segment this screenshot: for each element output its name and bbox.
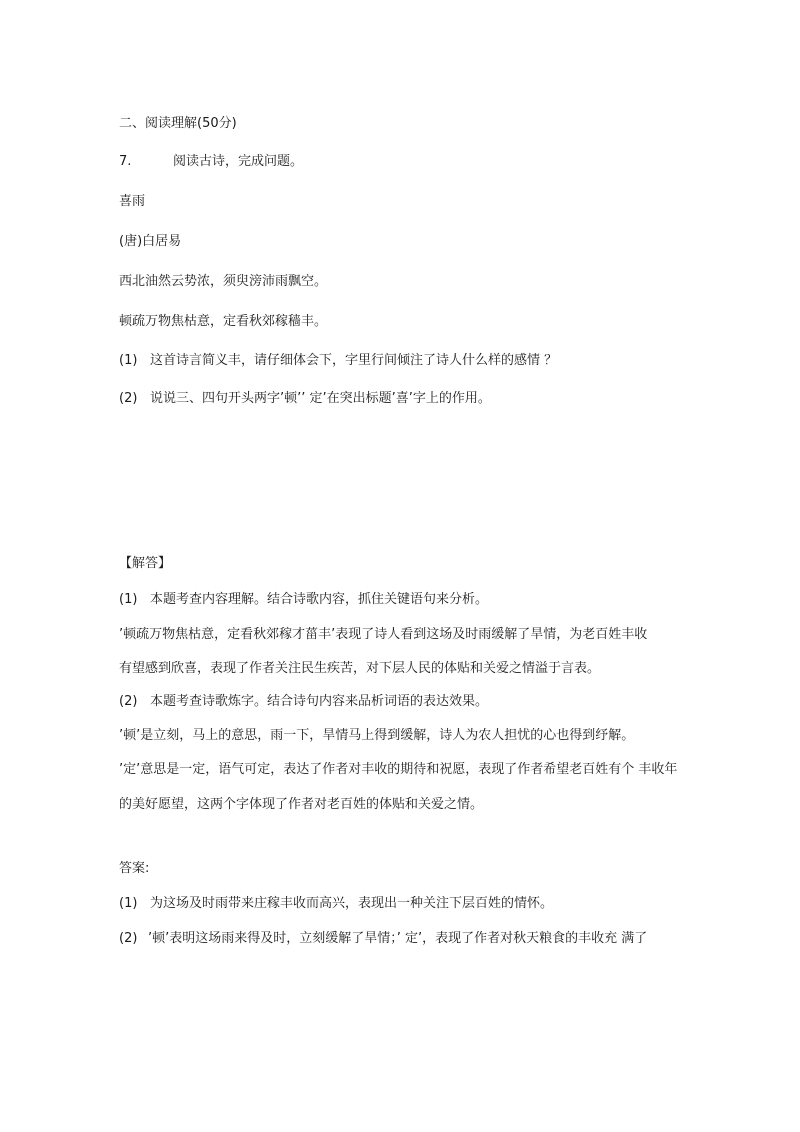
question-prompt: 阅读古诗，完成问题。	[173, 154, 304, 169]
analysis-text: 本题考查诗歌炼字。结合诗句内容来品析词语的表达效果。	[150, 694, 489, 709]
answer-2	[119, 930, 647, 948]
subquestion-1	[119, 352, 557, 370]
subquestion-text: 这首诗言简义丰，请仔细体会下，字里行间倾注了诗人什么样的感情 ？	[150, 353, 558, 368]
subquestion-text: 说说三、四句开头两字’顿’’ 定’在突出标题’喜’字上的作用。	[150, 391, 491, 406]
answer-1	[119, 895, 553, 913]
subquestion-number: (1)	[119, 353, 138, 368]
analysis-number: (1)	[119, 592, 138, 607]
answer-number: (1)	[119, 896, 138, 911]
answer-text: 为这场及时雨带来庄稼丰收而高兴，表现出一种关注下层百姓的情怀。	[150, 896, 554, 911]
poem-line-1: 西北油然云势浓，须臾滂沛雨飘空。	[119, 274, 328, 289]
answer-text: ’顿’表明这场雨来得及时，立刻缓解了旱情；’ 定’，表现了作者对秋天粮食的丰收充 满了	[148, 931, 648, 946]
analysis-label: 【解答】	[119, 556, 172, 571]
poem-line-2: 顿疏万物焦枯意，定看秋郊稼穑丰。	[119, 314, 328, 329]
subquestion-number: (2)	[119, 391, 138, 406]
subquestion-2	[119, 390, 491, 408]
question-number: 7.	[119, 154, 132, 169]
answer-number: (2)	[119, 931, 138, 946]
analysis-number: (2)	[119, 694, 138, 709]
poem-title: 喜雨	[119, 194, 146, 209]
answer-label: 答案:	[119, 861, 150, 876]
question-line	[119, 153, 303, 171]
analysis-text: 本题考查内容理解。结合诗歌内容，抓住关键语句来分析。	[150, 592, 489, 607]
analysis-line-6: ’定’意思是一定，语气可定，表达了作者对丰收的期待和祝愿，表现了作者希望老百姓有个 丰收年	[119, 762, 678, 777]
analysis-line-3: 有望感到欣喜，表现了作者关注民生疾苦，对下层人民的体贴和关爱之情溢于言表。	[119, 661, 601, 676]
section-heading: 二、阅读理解(50分)	[119, 116, 237, 131]
analysis-point-1	[119, 591, 488, 609]
analysis-line-2: ’顿疏万物焦枯意，定看秋郊稼才菑丰’表现了诗人看到这场及时雨缓解了旱情，为老百姓丰收	[119, 627, 648, 642]
analysis-line-5: ’顿’是立刻，马上的意思，雨一下，旱情马上得到缓解，诗人为农人担忧的心也得到纾解。	[119, 728, 635, 743]
poem-author: (唐)白居易	[119, 234, 182, 249]
analysis-line-7: 的美好愿望，这两个字体现了作者对老百姓的体贴和关爱之情。	[119, 797, 484, 812]
analysis-point-2	[119, 693, 488, 711]
